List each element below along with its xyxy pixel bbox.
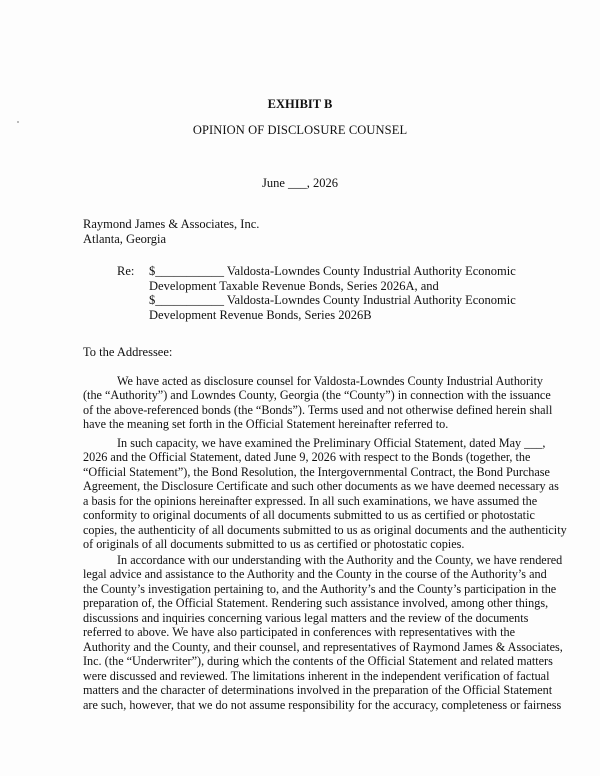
paragraph-line: referred to above. We have also participated in conferences with representatives with the (83, 625, 515, 640)
document-date: June ___, 2026 (261, 176, 339, 190)
re-line: $___________ Valdosta-Lowndes County Industrial Authority Economic (149, 293, 516, 307)
paragraph-line: In such capacity, we have examined the Preliminary Official Statement, dated May ___, (117, 436, 546, 450)
addressee-location: Atlanta, Georgia (83, 232, 167, 246)
re-line: $___________ Valdosta-Lowndes County Industrial Authority Economic (149, 264, 516, 278)
paragraph-line: 2026 and the Official Statement, dated June 9, 2026 with respect to the Bonds (together, the (83, 450, 531, 465)
paragraph-line: conformity to original documents of all documents submitted to us as certified or photostatic (83, 508, 535, 523)
paragraph-line: preparation of, the Official Statement. Rendering such assistance involved, among other things, (83, 596, 549, 611)
paragraph-line: We have acted as disclosure counsel for Valdosta-Lowndes County Industrial Authority (117, 374, 543, 388)
exhibit-heading: EXHIBIT B (267, 97, 333, 111)
paragraph-line: the County’s investigation pertaining to, and the Authority’s and the County’s participation in the (83, 581, 557, 596)
re-line: Development Revenue Bonds, Series 2026B (149, 307, 372, 322)
paragraph-line: copies, the authenticity of all documents submitted to us as original documents and the authenticity (83, 522, 567, 537)
paragraph-line: (the “Authority”) and Lowndes County, Georgia (the “County”) in connection with the issuance (83, 388, 551, 403)
paragraph-line: were discussed and reviewed. The limitations inherent in the independent verification of factual (83, 668, 550, 683)
body-paragraph (83, 374, 553, 432)
body-paragraph (83, 553, 563, 712)
paragraph-line: matters and the character of determinations involved in the preparation of the Official Statement (83, 683, 553, 698)
paragraph-line: In accordance with our understanding with the Authority and the County, we have rendered (117, 553, 563, 567)
paragraph-line: discussions and inquiries concerning various legal matters and the review of the documents (83, 610, 529, 625)
paragraph-line: Authority and the County, and their counsel, and representatives of Raymond James & Associates, (83, 639, 563, 654)
paragraph-line: “Official Statement”), the Bond Resolution, the Intergovernmental Contract, the Bond Purchase (83, 464, 550, 479)
paragraph-line: Inc. (the “Underwriter”), during which the contents of the Official Statement and related matters (83, 654, 553, 669)
paragraph-line: are such, however, that we do not assume responsibility for the accuracy, completeness or fairness (83, 697, 562, 712)
addressee-block (83, 217, 259, 247)
paragraph-line: have the meaning set forth in the Official Statement hereinafter referred to. (83, 417, 449, 432)
re-line: Development Taxable Revenue Bonds, Series 2026A, and (149, 278, 439, 293)
addressee-name: Raymond James & Associates, Inc. (83, 217, 260, 231)
salutation: To the Addressee: (83, 345, 173, 359)
body-paragraph (83, 436, 567, 552)
paragraph-line: of originals of all documents submitted to us as certified or photostatic copies. (83, 537, 465, 552)
paragraph-line: of the above-referenced bonds (the “Bonds”). Terms used and not otherwise defined herein shall (83, 402, 553, 417)
paragraph-line: a basis for the opinions hereinafter expressed. In all such examinations, we have assumed the (83, 493, 538, 508)
paragraph-line: Agreement, the Disclosure Certificate and such other documents as we have deemed necessary as (83, 479, 559, 494)
document-title: OPINION OF DISCLOSURE COUNSEL (192, 123, 408, 137)
re-label: Re: (117, 264, 135, 278)
re-subject-block (149, 264, 514, 322)
paragraph-line: legal advice and assistance to the Authority and the County in the course of the Authority’s and (83, 567, 547, 582)
